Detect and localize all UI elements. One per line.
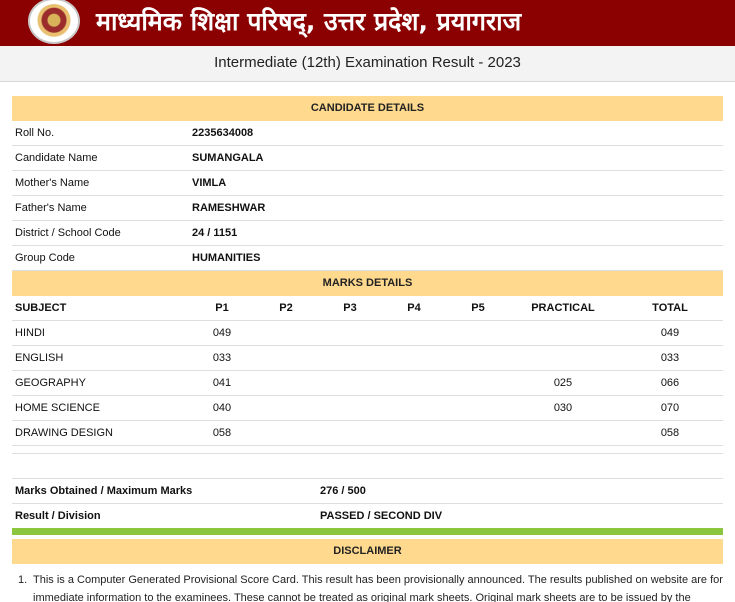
column-header: P4 <box>407 302 421 314</box>
summary-label: Marks Obtained / Maximum Marks <box>15 485 193 497</box>
detail-value: HUMANITIES <box>192 252 261 264</box>
candidate-details-section <box>12 96 723 454</box>
total-cell: 049 <box>660 327 680 339</box>
summary-label: Result / Division <box>15 510 101 522</box>
p1-cell: 033 <box>212 352 232 364</box>
subject-cell: ENGLISH <box>15 352 64 364</box>
column-header: PRACTICAL <box>531 302 595 314</box>
board-emblem-logo <box>28 0 80 44</box>
board-title: माध्यमिक शिक्षा परिषद्, उत्तर प्रदेश, प्रयागराज <box>96 7 522 36</box>
summary-value: PASSED / SECOND DIV <box>320 510 443 522</box>
disclaimer-item-number: 1. <box>18 574 28 586</box>
detail-label: Mother's Name <box>15 177 90 189</box>
column-header: P2 <box>279 302 293 314</box>
detail-value: VIMLA <box>192 177 227 189</box>
detail-label: Group Code <box>15 252 75 264</box>
detail-value: 2235634008 <box>192 127 254 139</box>
p1-cell: 049 <box>212 327 232 339</box>
detail-row-group-code <box>12 246 723 271</box>
summary-row-marks <box>12 479 723 504</box>
table-spacer-row <box>12 446 723 454</box>
detail-row-candidate-name <box>12 146 723 171</box>
subject-cell: HOME SCIENCE <box>15 402 100 414</box>
marks-table-header <box>12 296 723 321</box>
table-row <box>12 396 723 421</box>
total-cell: 066 <box>660 377 680 389</box>
detail-value: SUMANGALA <box>192 152 264 164</box>
table-row <box>12 321 723 346</box>
summary-value: 276 / 500 <box>320 485 366 497</box>
table-row <box>12 346 723 371</box>
summary-row-result <box>12 504 723 529</box>
detail-row-district-school-code <box>12 221 723 246</box>
detail-value: 24 / 1151 <box>192 227 238 239</box>
divider-bar <box>12 528 723 535</box>
detail-row-mother-name <box>12 171 723 196</box>
marks-details-heading: MARKS DETAILS <box>12 271 723 296</box>
column-header: SUBJECT <box>15 302 67 314</box>
detail-label: Father's Name <box>15 202 87 214</box>
total-cell: 033 <box>660 352 680 364</box>
disclaimer-item-text: This is a Computer Generated Provisional Score Card. This result has been provisionally announced. The results published on website are for immediate information to the examinees. These cannot be treated as original mark sheets. Original mark sheets are to be issued by the <box>33 574 723 602</box>
disclaimer-heading: DISCLAIMER <box>12 539 723 564</box>
detail-value: RAMESHWAR <box>192 202 266 214</box>
subject-cell: GEOGRAPHY <box>15 377 86 389</box>
detail-label: Roll No. <box>15 127 55 139</box>
subject-cell: HINDI <box>15 327 45 339</box>
total-cell: 070 <box>660 402 680 414</box>
disclaimer-item <box>18 571 723 602</box>
p1-cell: 041 <box>212 377 232 389</box>
detail-row-roll-no <box>12 121 723 146</box>
table-row <box>12 421 723 446</box>
practical-cell: 030 <box>553 402 573 414</box>
p1-cell: 058 <box>212 427 232 439</box>
column-header: P3 <box>343 302 357 314</box>
detail-row-father-name <box>12 196 723 221</box>
table-row <box>12 371 723 396</box>
detail-label: Candidate Name <box>15 152 98 164</box>
practical-cell: 025 <box>553 377 573 389</box>
column-header: TOTAL <box>652 302 688 314</box>
detail-label: District / School Code <box>15 227 121 239</box>
exam-title: Intermediate (12th) Examination Result - 2023 <box>0 46 735 82</box>
header-banner <box>0 0 735 46</box>
total-cell: 058 <box>660 427 680 439</box>
column-header: P1 <box>215 302 229 314</box>
p1-cell: 040 <box>212 402 232 414</box>
subject-cell: DRAWING DESIGN <box>15 427 113 439</box>
result-summary-section <box>12 478 723 529</box>
column-header: P5 <box>471 302 485 314</box>
candidate-details-heading: CANDIDATE DETAILS <box>12 96 723 121</box>
